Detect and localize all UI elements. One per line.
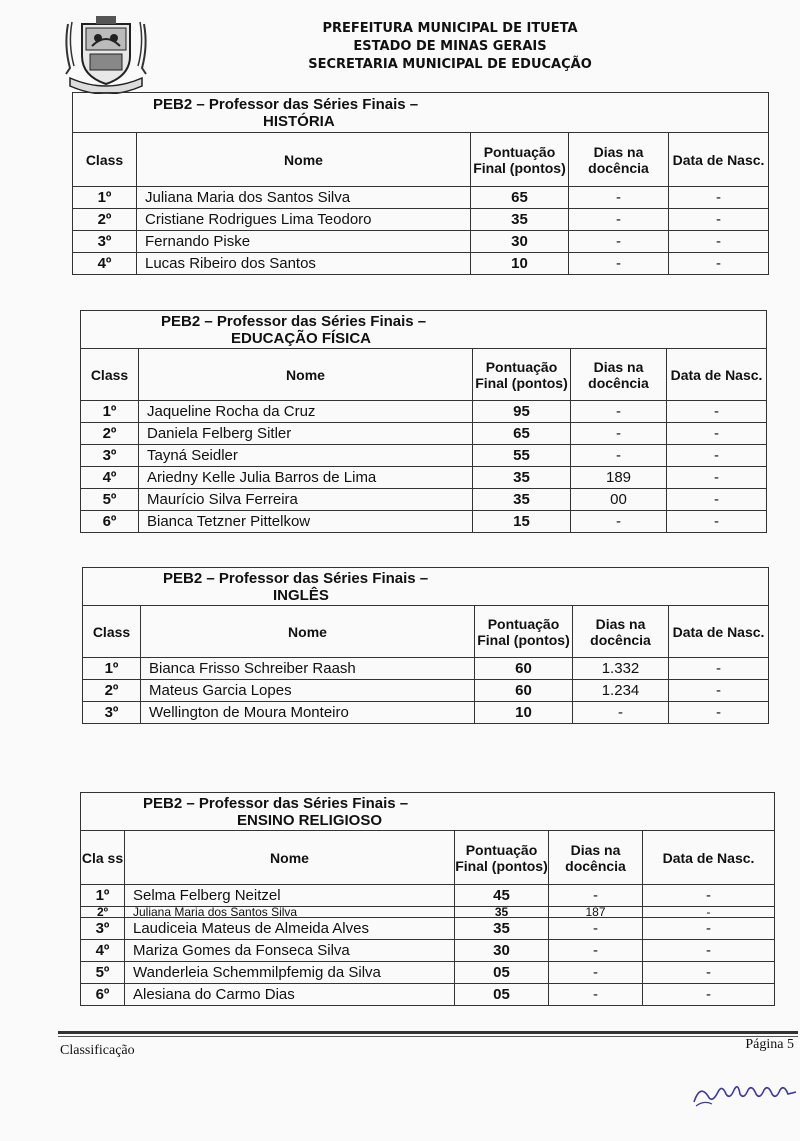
footer-divider-thin	[58, 1036, 798, 1037]
cell-dias: 1.234	[573, 680, 669, 702]
cell-dias: -	[549, 918, 643, 940]
cell-dias: -	[571, 423, 667, 445]
cell-nome: Mateus Garcia Lopes	[141, 680, 475, 702]
table-educacao-fisica	[80, 310, 767, 533]
cell-dias: -	[549, 940, 643, 962]
col-header-dias: Dias na docência	[569, 133, 669, 187]
cell-pontuacao: 60	[475, 658, 573, 680]
col-header-dias: Dias na docência	[571, 349, 667, 401]
footer-section-label: Classificação	[60, 1043, 135, 1058]
cell-data-nasc: -	[667, 423, 767, 445]
cell-nome: Ariedny Kelle Julia Barros de Lima	[139, 467, 473, 489]
table-row	[83, 658, 769, 680]
table-row	[81, 984, 775, 1006]
footer-divider	[58, 1031, 798, 1034]
table-title-line1: PEB2 – Professor das Séries Finais –	[161, 312, 427, 330]
cell-nome: Lucas Ribeiro dos Santos	[137, 253, 471, 275]
table-row	[81, 962, 775, 984]
cell-dias: 00	[571, 489, 667, 511]
cell-data-nasc: -	[667, 467, 767, 489]
cell-data-nasc: -	[643, 918, 775, 940]
cell-dias: -	[549, 984, 643, 1006]
cell-nome: Jaqueline Rocha da Cruz	[139, 401, 473, 423]
cell-nome: Tayná Seidler	[139, 445, 473, 467]
cell-pontuacao: 35	[473, 489, 571, 511]
col-header-nome: Nome	[139, 349, 473, 401]
cell-class: 2º	[83, 680, 141, 702]
table-title-subject: INGLÊS	[273, 586, 329, 604]
cell-dias: -	[571, 445, 667, 467]
table-title-line1: PEB2 – Professor das Séries Finais –	[143, 794, 409, 812]
table-row	[81, 885, 775, 907]
col-header-nome: Nome	[137, 133, 471, 187]
table-row	[81, 467, 767, 489]
table-ensino-religioso	[80, 792, 775, 1006]
table-row	[81, 511, 767, 533]
cell-class: 5º	[81, 489, 139, 511]
header-line-secretaria: SECRETARIA MUNICIPAL DE EDUCAÇÃO	[308, 57, 592, 72]
cell-dias: -	[569, 209, 669, 231]
cell-class: 2º	[81, 907, 125, 918]
cell-nome: Bianca Frisso Schreiber Raash	[141, 658, 475, 680]
coat-of-arms-icon	[62, 16, 150, 94]
cell-nome: Daniela Felberg Sitler	[139, 423, 473, 445]
table-row	[73, 253, 769, 275]
cell-class: 1º	[81, 885, 125, 907]
col-header-pontuacao: Pontuação Final (pontos)	[475, 606, 573, 658]
table-title	[81, 311, 767, 349]
col-header-dias: Dias na docência	[573, 606, 669, 658]
cell-nome: Mariza Gomes da Fonseca Silva	[125, 940, 455, 962]
table-row	[81, 907, 775, 918]
cell-pontuacao: 35	[455, 907, 549, 918]
cell-dias: 187	[549, 907, 643, 918]
col-header-class: Class	[83, 606, 141, 658]
cell-data-nasc: -	[643, 962, 775, 984]
cell-class: 6º	[81, 984, 125, 1006]
table-title-line1: PEB2 – Professor das Séries Finais –	[163, 569, 429, 587]
cell-dias: -	[549, 962, 643, 984]
cell-dias: -	[573, 702, 669, 724]
cell-data-nasc: -	[669, 702, 769, 724]
cell-pontuacao: 10	[475, 702, 573, 724]
cell-data-nasc: -	[667, 511, 767, 533]
cell-class: 3º	[81, 918, 125, 940]
table-title	[73, 93, 769, 133]
cell-data-nasc: -	[669, 231, 769, 253]
cell-nome: Fernando Piske	[137, 231, 471, 253]
col-header-nome: Nome	[125, 831, 455, 885]
cell-nome: Maurício Silva Ferreira	[139, 489, 473, 511]
col-header-class: Class	[73, 133, 137, 187]
cell-pontuacao: 05	[455, 984, 549, 1006]
cell-class: 2º	[73, 209, 137, 231]
cell-dias: 189	[571, 467, 667, 489]
table-row	[81, 401, 767, 423]
table-row	[73, 187, 769, 209]
document-header	[0, 0, 800, 90]
cell-nome: Wanderleia Schemmilpfemig da Silva	[125, 962, 455, 984]
cell-pontuacao: 95	[473, 401, 571, 423]
cell-class: 3º	[73, 231, 137, 253]
cell-data-nasc: -	[643, 984, 775, 1006]
cell-nome: Wellington de Moura Monteiro	[141, 702, 475, 724]
cell-pontuacao: 15	[473, 511, 571, 533]
cell-data-nasc: -	[669, 209, 769, 231]
cell-dias: 1.332	[573, 658, 669, 680]
cell-nome: Juliana Maria dos Santos Silva	[125, 907, 455, 918]
cell-pontuacao: 65	[471, 187, 569, 209]
cell-nome: Selma Felberg Neitzel	[125, 885, 455, 907]
cell-pontuacao: 35	[455, 918, 549, 940]
cell-nome: Juliana Maria dos Santos Silva	[137, 187, 471, 209]
table-row	[83, 702, 769, 724]
cell-dias: -	[569, 253, 669, 275]
col-header-class: Cla ss	[81, 831, 125, 885]
table-title-subject: HISTÓRIA	[263, 112, 335, 130]
col-header-data-nasc: Data de Nasc.	[669, 606, 769, 658]
cell-pontuacao: 35	[471, 209, 569, 231]
cell-class: 1º	[83, 658, 141, 680]
cell-data-nasc: -	[669, 187, 769, 209]
cell-data-nasc: -	[669, 658, 769, 680]
cell-pontuacao: 35	[473, 467, 571, 489]
page-number: Página 5	[745, 1037, 794, 1052]
cell-pontuacao: 05	[455, 962, 549, 984]
col-header-class: Class	[81, 349, 139, 401]
table-row	[81, 423, 767, 445]
cell-class: 3º	[83, 702, 141, 724]
cell-pontuacao: 55	[473, 445, 571, 467]
cell-class: 4º	[81, 467, 139, 489]
cell-class: 1º	[81, 401, 139, 423]
handwritten-signature-icon	[690, 1070, 800, 1110]
table-ingles	[82, 567, 769, 724]
cell-pontuacao: 60	[475, 680, 573, 702]
cell-pontuacao: 30	[455, 940, 549, 962]
cell-pontuacao: 45	[455, 885, 549, 907]
cell-dias: -	[571, 511, 667, 533]
cell-class: 6º	[81, 511, 139, 533]
cell-data-nasc: -	[667, 401, 767, 423]
cell-data-nasc: -	[643, 907, 775, 918]
table-row	[81, 445, 767, 467]
col-header-pontuacao: Pontuação Final (pontos)	[473, 349, 571, 401]
cell-class: 3º	[81, 445, 139, 467]
header-line-prefeitura: PREFEITURA MUNICIPAL DE ITUETA	[322, 21, 578, 36]
cell-data-nasc: -	[669, 253, 769, 275]
col-header-data-nasc: Data de Nasc.	[667, 349, 767, 401]
table-row	[83, 680, 769, 702]
header-line-estado: ESTADO DE MINAS GERAIS	[353, 39, 547, 54]
col-header-pontuacao: Pontuação Final (pontos)	[471, 133, 569, 187]
cell-dias: -	[571, 401, 667, 423]
col-header-data-nasc: Data de Nasc.	[669, 133, 769, 187]
table-title	[81, 793, 775, 831]
cell-dias: -	[549, 885, 643, 907]
cell-pontuacao: 30	[471, 231, 569, 253]
cell-nome: Bianca Tetzner Pittelkow	[139, 511, 473, 533]
cell-pontuacao: 65	[473, 423, 571, 445]
cell-dias: -	[569, 231, 669, 253]
col-header-nome: Nome	[141, 606, 475, 658]
table-row	[81, 489, 767, 511]
cell-pontuacao: 10	[471, 253, 569, 275]
cell-class: 4º	[73, 253, 137, 275]
table-row	[73, 231, 769, 253]
cell-dias: -	[569, 187, 669, 209]
cell-data-nasc: -	[667, 489, 767, 511]
cell-data-nasc: -	[667, 445, 767, 467]
cell-nome: Cristiane Rodrigues Lima Teodoro	[137, 209, 471, 231]
col-header-dias: Dias na docência	[549, 831, 643, 885]
table-title	[83, 568, 769, 606]
col-header-data-nasc: Data de Nasc.	[643, 831, 775, 885]
cell-class: 2º	[81, 423, 139, 445]
table-historia	[72, 92, 769, 275]
cell-data-nasc: -	[643, 940, 775, 962]
cell-class: 5º	[81, 962, 125, 984]
cell-class: 4º	[81, 940, 125, 962]
table-row	[73, 209, 769, 231]
cell-data-nasc: -	[669, 680, 769, 702]
col-header-pontuacao: Pontuação Final (pontos)	[455, 831, 549, 885]
cell-nome: Laudiceia Mateus de Almeida Alves	[125, 918, 455, 940]
table-row	[81, 940, 775, 962]
cell-data-nasc: -	[643, 885, 775, 907]
table-row	[81, 918, 775, 940]
cell-nome: Alesiana do Carmo Dias	[125, 984, 455, 1006]
table-title-subject: ENSINO RELIGIOSO	[237, 811, 383, 829]
cell-class: 1º	[73, 187, 137, 209]
table-title-line1: PEB2 – Professor das Séries Finais –	[153, 95, 419, 113]
table-title-subject: EDUCAÇÃO FÍSICA	[231, 329, 372, 347]
